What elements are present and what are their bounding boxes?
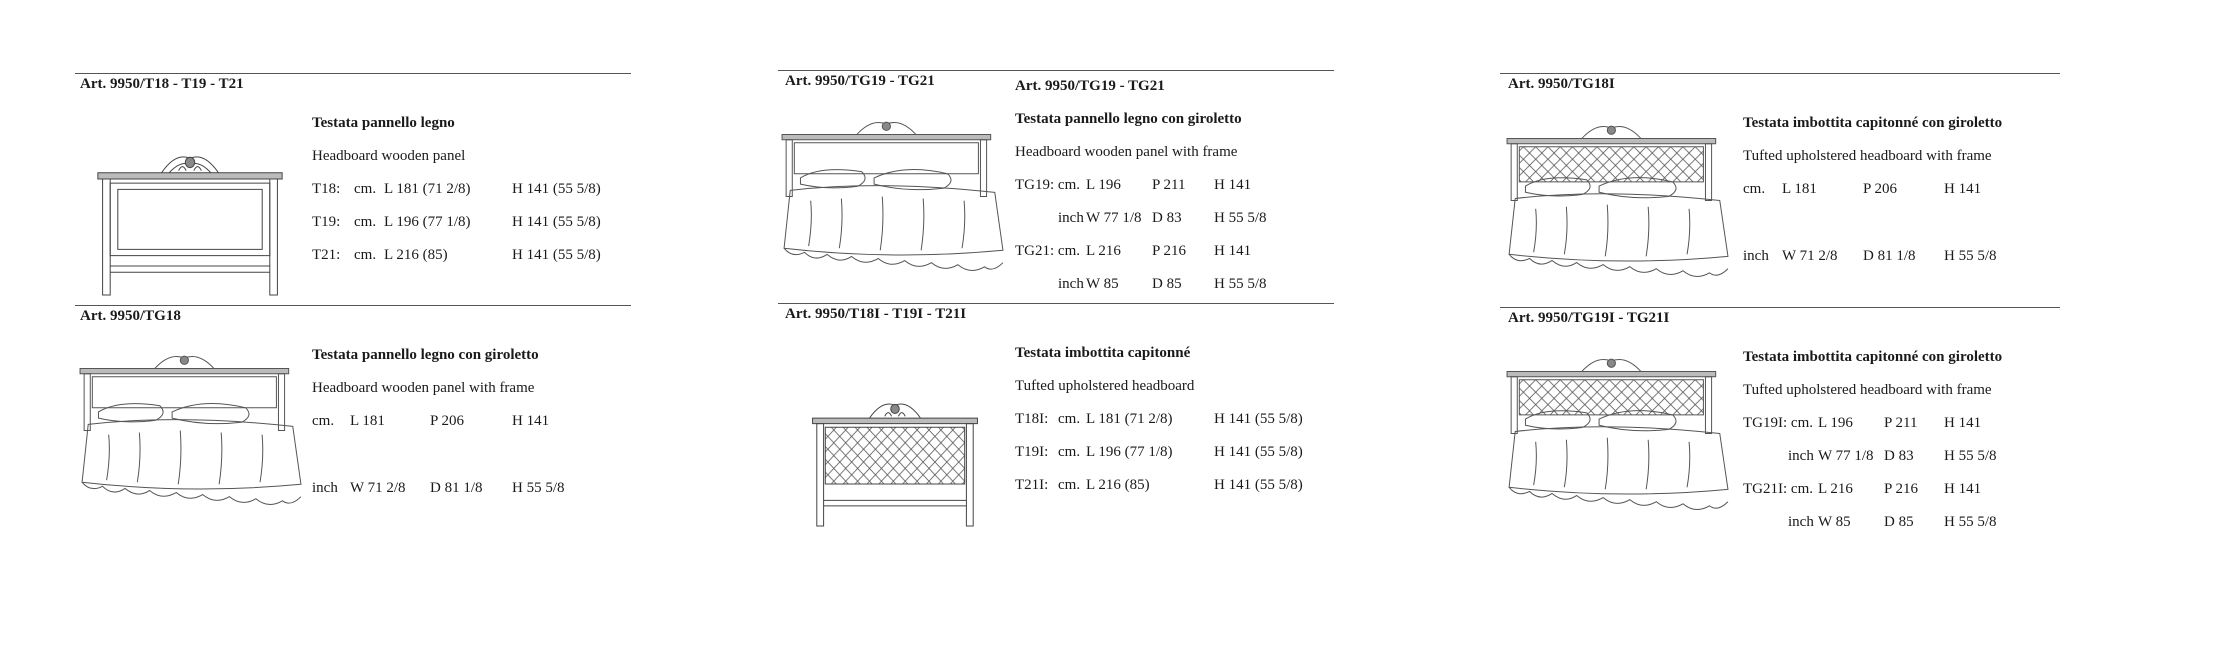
divider-p4 [778, 303, 1334, 304]
product-subtitle-p5: Tufted upholstered headboard with frame [1743, 148, 1992, 164]
dim-depth: P 211 [1152, 177, 1186, 193]
dim-width: L 181 (71 2/8) [384, 181, 471, 197]
dim-unit: inch [1788, 514, 1814, 530]
dim-width: L 181 [1782, 181, 1817, 197]
dim-unit: inch [1058, 276, 1084, 292]
dim-height: H 141 [512, 413, 550, 429]
dim-height: H 55 5/8 [1214, 210, 1267, 226]
dim-height: H 141 (55 5/8) [1214, 477, 1303, 493]
dim-depth: P 216 [1152, 243, 1187, 259]
dim-height: H 141 (55 5/8) [512, 247, 601, 263]
dim-depth: P 211 [1884, 415, 1918, 431]
dim-width: L 196 (77 1/8) [1086, 444, 1173, 460]
dim-height: H 141 [1214, 243, 1252, 259]
product-title-p2: Testata pannello legno con giroletto [312, 347, 539, 363]
dim-width: L 196 [1086, 177, 1121, 193]
dim-width: W 71 2/8 [350, 480, 406, 496]
dim-model-unit: TG19: cm. [1015, 177, 1080, 193]
dim-unit: cm. [354, 214, 377, 230]
dim-depth: P 206 [430, 413, 465, 429]
dim-height: H 55 5/8 [1944, 248, 1997, 264]
dim-width: W 85 [1086, 276, 1119, 292]
dim-height: H 55 5/8 [1944, 514, 1997, 530]
divider-p1 [75, 73, 631, 74]
dim-depth: D 85 [1152, 276, 1182, 292]
dim-height: H 141 (55 5/8) [1214, 411, 1303, 427]
article-code-p3: Art. 9950/TG19 - TG21 [785, 73, 935, 89]
article-code-p3-right: Art. 9950/TG19 - TG21 [1015, 78, 1165, 94]
product-subtitle-p2: Headboard wooden panel with frame [312, 380, 535, 396]
headboard-wooden-panel-illustration [95, 150, 285, 295]
dim-model: T19: [312, 214, 341, 230]
dim-depth: P 206 [1863, 181, 1898, 197]
dim-height: H 55 5/8 [1214, 276, 1267, 292]
dim-unit: cm. [354, 181, 377, 197]
dim-model: T19I: [1015, 444, 1049, 460]
dim-width: L 181 [350, 413, 385, 429]
product-title-p6: Testata imbottita capitonné con giroletto [1743, 349, 2003, 365]
article-code-p2: Art. 9950/TG18 [80, 308, 181, 324]
dim-depth: D 81 1/8 [1863, 248, 1916, 264]
dim-depth: D 85 [1884, 514, 1914, 530]
dim-model-unit: TG19I: cm. [1743, 415, 1813, 431]
dim-width: L 216 [1818, 481, 1853, 497]
article-code-p5: Art. 9950/TG18I [1508, 76, 1615, 92]
dim-depth: D 83 [1884, 448, 1914, 464]
dim-height: H 141 (55 5/8) [1214, 444, 1303, 460]
dim-model: T18I: [1015, 411, 1049, 427]
dim-model: T21I: [1015, 477, 1049, 493]
dim-height: H 141 [1944, 415, 1982, 431]
dim-unit: inch [1743, 248, 1769, 264]
article-code-p6: Art. 9950/TG19I - TG21I [1508, 310, 1670, 326]
dim-width: L 216 (85) [1086, 477, 1150, 493]
dim-height: H 141 (55 5/8) [512, 214, 601, 230]
article-code-p4: Art. 9950/T18I - T19I - T21I [785, 306, 967, 322]
article-code-p1: Art. 9950/T18 - T19 - T21 [80, 76, 244, 92]
product-subtitle-p6: Tufted upholstered headboard with frame [1743, 382, 1992, 398]
tufted-headboard-illustration [810, 398, 980, 526]
dim-model: T18: [312, 181, 341, 197]
product-subtitle-p3: Headboard wooden panel with frame [1015, 144, 1238, 160]
product-title-p1: Testata pannello legno [312, 115, 455, 131]
dim-model-unit: TG21: cm. [1015, 243, 1080, 259]
dim-unit: inch [1058, 210, 1084, 226]
dim-depth: D 81 1/8 [430, 480, 483, 496]
dim-width: W 77 1/8 [1818, 448, 1874, 464]
bed-tufted-frame-illustration [1505, 122, 1730, 277]
dim-height: H 141 [1944, 481, 1982, 497]
dim-unit: inch [312, 480, 338, 496]
product-title-p3: Testata pannello legno con giroletto [1015, 111, 1242, 127]
dim-height: H 55 5/8 [512, 480, 565, 496]
dim-unit: cm. [354, 247, 377, 263]
divider-p3 [778, 70, 1334, 71]
dim-width: L 196 (77 1/8) [384, 214, 471, 230]
dim-depth: D 83 [1152, 210, 1182, 226]
dim-unit: cm. [1058, 444, 1081, 460]
product-subtitle-p1: Headboard wooden panel [312, 148, 466, 164]
dim-unit: cm. [1058, 477, 1081, 493]
divider-p6 [1500, 307, 2060, 308]
dim-height: H 55 5/8 [1944, 448, 1997, 464]
dim-unit: cm. [1743, 181, 1766, 197]
bed-wooden-panel-illustration [78, 352, 303, 507]
dim-height: H 141 (55 5/8) [512, 181, 601, 197]
divider-p5 [1500, 73, 2060, 74]
dim-unit: inch [1788, 448, 1814, 464]
divider-p2 [75, 305, 631, 306]
bed-wooden-panel-frame-illustration [780, 118, 1005, 273]
bed-tufted-frame-illustration-2 [1505, 355, 1730, 510]
dim-unit: cm. [1058, 411, 1081, 427]
dim-height: H 141 [1944, 181, 1982, 197]
dim-unit: cm. [312, 413, 335, 429]
dim-width: L 216 [1086, 243, 1121, 259]
dim-model: T21: [312, 247, 341, 263]
dim-width: W 85 [1818, 514, 1851, 530]
product-title-p4: Testata imbottita capitonné [1015, 345, 1191, 361]
dim-depth: P 216 [1884, 481, 1919, 497]
dim-height: H 141 [1214, 177, 1252, 193]
dim-width: L 216 (85) [384, 247, 448, 263]
dim-width: W 71 2/8 [1782, 248, 1838, 264]
dim-width: L 196 [1818, 415, 1853, 431]
dim-model-unit: TG21I: cm. [1743, 481, 1813, 497]
dim-width: L 181 (71 2/8) [1086, 411, 1173, 427]
dim-width: W 77 1/8 [1086, 210, 1142, 226]
product-subtitle-p4: Tufted upholstered headboard [1015, 378, 1195, 394]
product-title-p5: Testata imbottita capitonné con giroletto [1743, 115, 2003, 131]
